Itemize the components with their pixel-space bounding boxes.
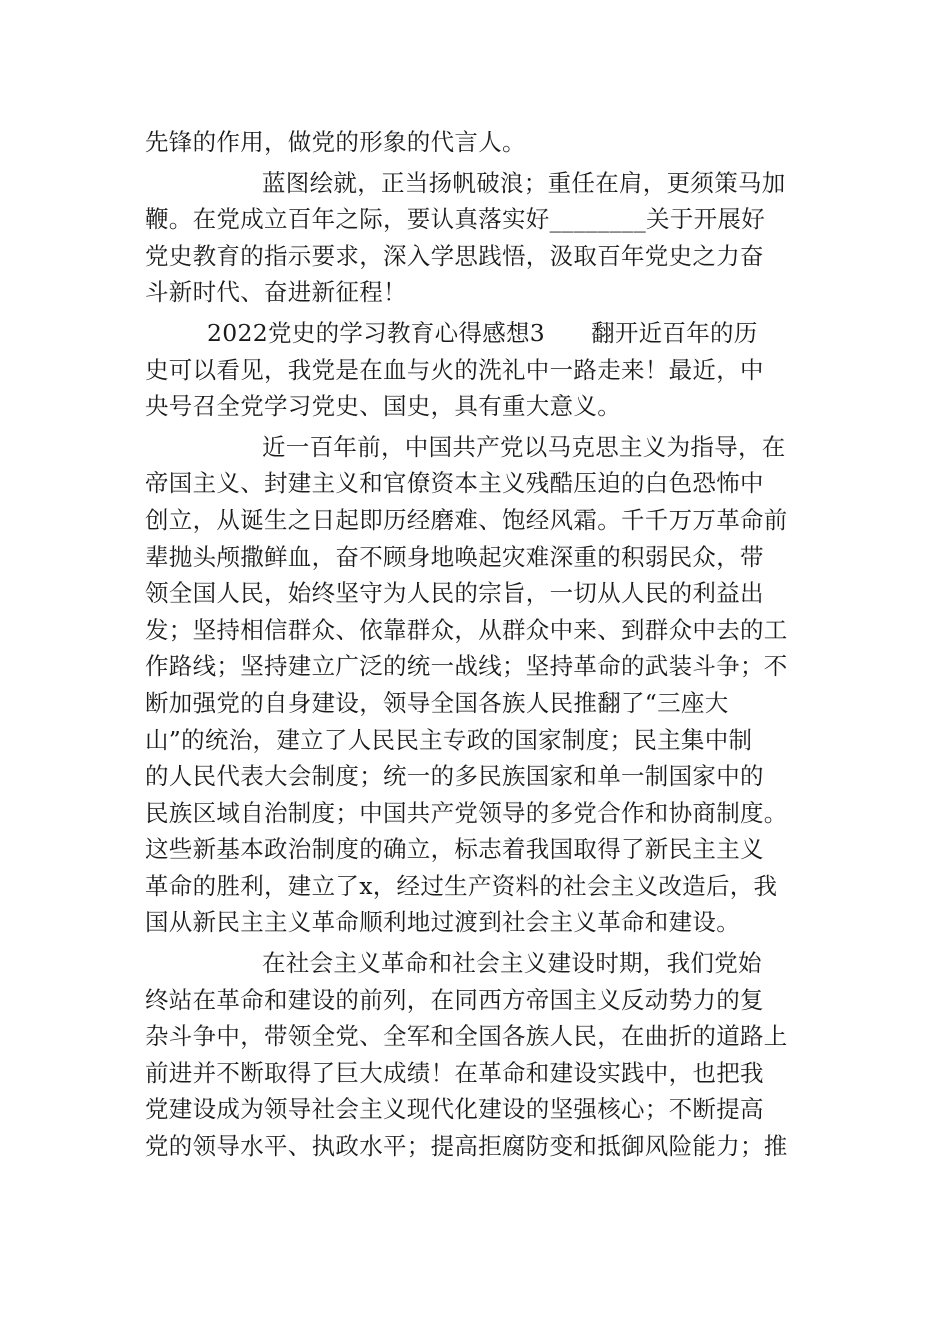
text-line: 党的领导水平、执政水平；提高拒腐防变和抵御风险能力；推 (145, 1132, 788, 1161)
text-line: 央号召全党学习党史、国史，具有重大意义。 (145, 392, 621, 421)
text-fragment: 翻开近百年的历 (591, 318, 758, 347)
text-line: 作路线；坚持建立广泛的统一战线；坚持革命的武装斗争；不 (145, 652, 788, 681)
text-line: 蓝图绘就，正当扬帆破浪；重任在肩，更须策马加 (262, 168, 786, 197)
text-line: 民族区域自治制度；中国共产党领导的多党合作和协商制度。 (145, 798, 788, 827)
text-line: 党史教育的指示要求，深入学思践悟，汲取百年党史之力奋 (145, 241, 764, 270)
text-line: 先锋的作用，做党的形象的代言人。 (145, 128, 526, 156)
text-line: 近一百年前，中国共产党以马克思主义为指导，在 (262, 432, 786, 461)
text-line: 的人民代表大会制度；统一的多民族国家和单一制国家中的 (145, 762, 764, 791)
text-line: 创立，从诞生之日起即历经磨难、饱经风霜。千千万万革命前 (145, 505, 788, 534)
text-line: 党建设成为领导社会主义现代化建设的坚强核心；不断提高 (145, 1095, 764, 1124)
text-line: 革命的胜利，建立了x，经过生产资料的社会主义改造后，我 (145, 871, 778, 900)
text-line: 山”的统治，建立了人民民主专政的国家制度；民主集中制 (145, 725, 753, 754)
text-line: 在社会主义革命和社会主义建设时期，我们党始 (262, 949, 762, 978)
document-body (145, 124, 805, 1165)
text-line: 前进并不断取得了巨大成绩！在革命和建设实践中，也把我 (145, 1058, 764, 1087)
text-line: 鞭。在党成立百年之际，要认真落实好________关于开展好 (145, 205, 765, 234)
text-line: 杂斗争中，带领全党、全军和全国各族人民，在曲折的道路上 (145, 1022, 788, 1051)
text-line: 这些新基本政治制度的确立，标志着我国取得了新民主主义 (145, 835, 764, 864)
text-line: 国从新民主主义革命顺利地过渡到社会主义革命和建设。 (145, 908, 740, 937)
section-heading: 2022党史的学习教育心得感想3 (207, 318, 546, 347)
section-heading-line (145, 315, 805, 352)
text-line: 发；坚持相信群众、依靠群众，从群众中来、到群众中去的工 (145, 615, 788, 644)
text-line: 终站在革命和建设的前列，在同西方帝国主义反动势力的复 (145, 985, 764, 1014)
text-line: 帝国主义、封建主义和官僚资本主义残酷压迫的白色恐怖中 (145, 469, 764, 498)
text-line: 史可以看见，我党是在血与火的洗礼中一路走来！最近，中 (145, 355, 764, 384)
text-line: 斗新时代、奋进新征程！ (145, 278, 407, 307)
text-line: 领全国人民，始终坚守为人民的宗旨，一切从人民的利益出 (145, 579, 764, 608)
text-line: 辈抛头颅撒鲜血，奋不顾身地唤起灾难深重的积弱民众，带 (145, 542, 764, 571)
text-line: 断加强党的自身建设，领导全国各族人民推翻了“三座大 (145, 688, 729, 717)
